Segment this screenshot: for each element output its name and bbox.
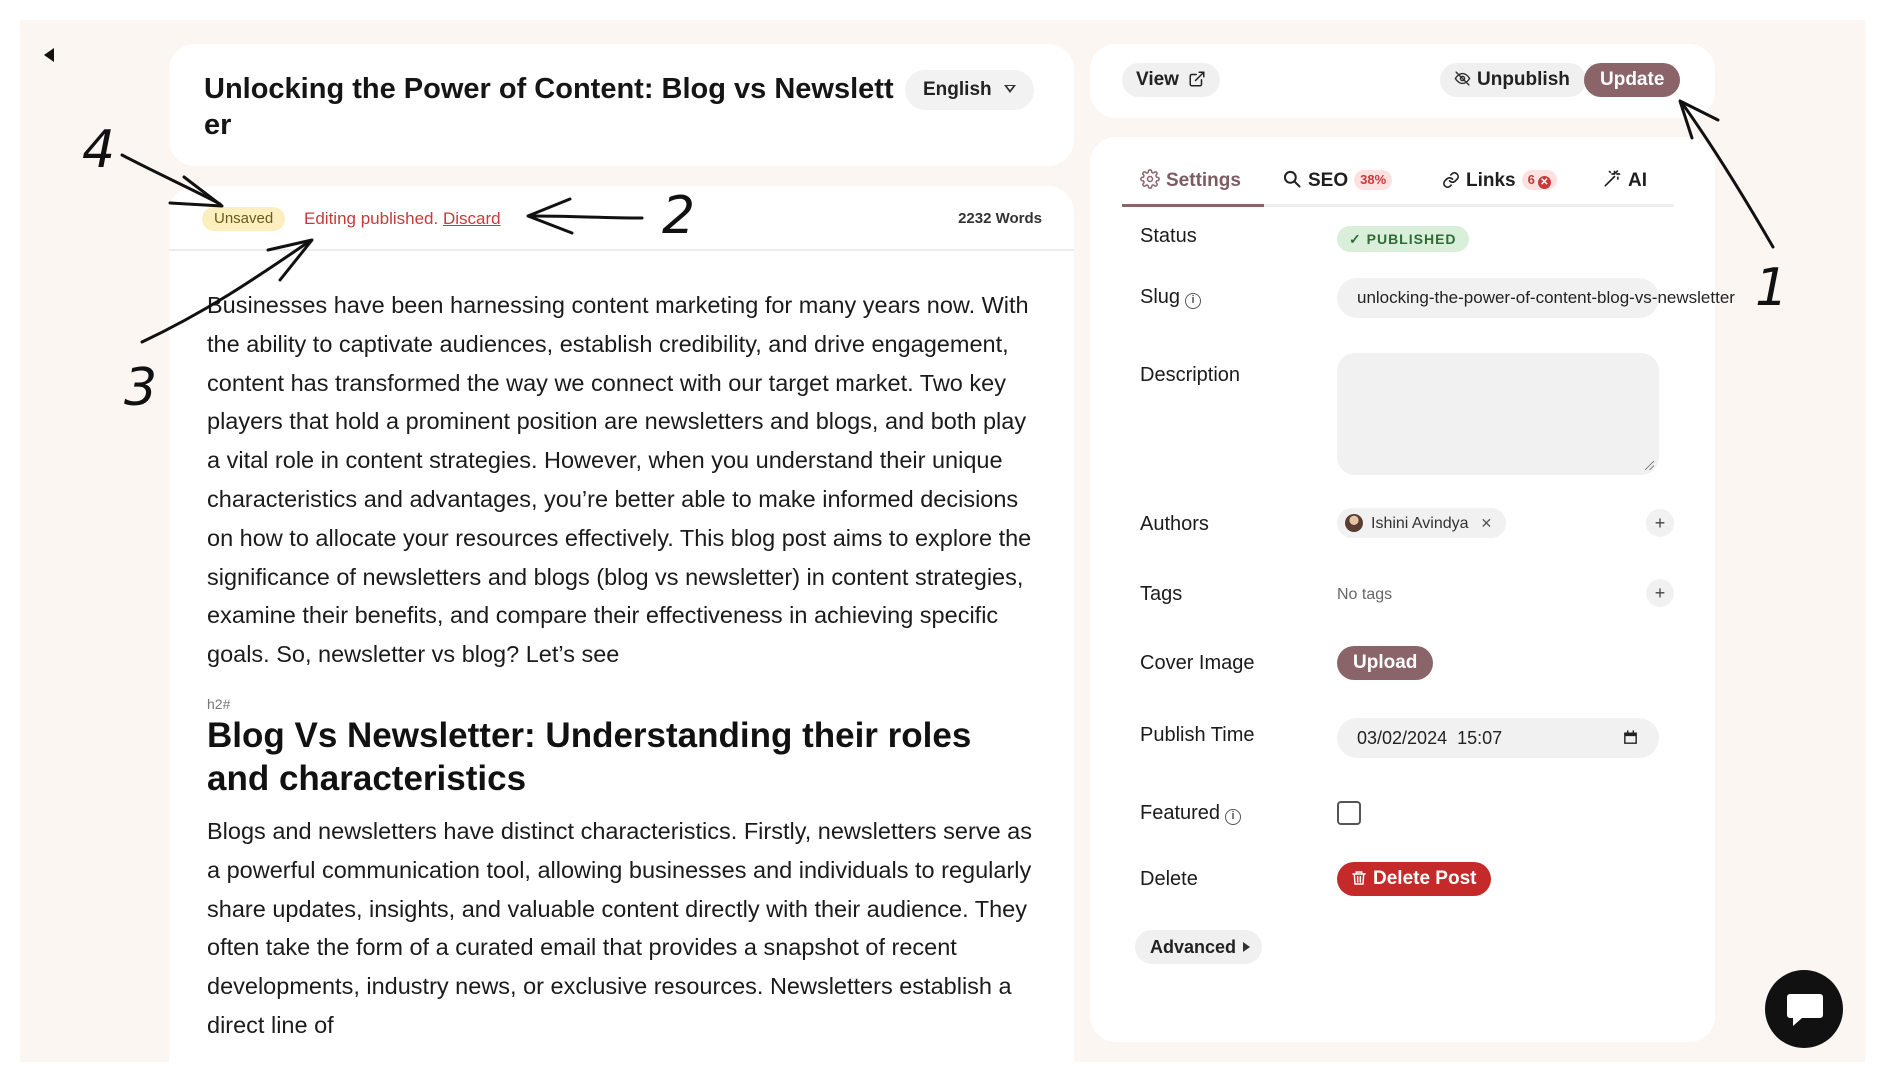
word-count: 2232 Words	[958, 210, 1042, 227]
status-value: PUBLISHED	[1366, 231, 1457, 247]
status-label: Status	[1140, 225, 1197, 247]
publish-time-value: 03/02/2024 15:07	[1357, 728, 1503, 748]
language-label: English	[923, 79, 992, 100]
slug-input[interactable]: unlocking-the-power-of-content-blog-vs-newsletter	[1337, 278, 1659, 318]
add-tag-button[interactable]: +	[1646, 579, 1674, 607]
paragraph[interactable]: Blogs and newsletters have distinct characteristics. Firstly, newsletters serve as a powerful communication tool, allowing businesses and individuals to regularly share updates, insights, and valuable content directly with their audience. They often take the form of a curated email that provides a snapshot of recent developments, industry news, or exclusive resources. Newsletters establish a direct line of	[207, 817, 1032, 1038]
seo-score-badge: 38%	[1354, 170, 1392, 190]
tags-label: Tags	[1140, 583, 1183, 605]
description-label: Description	[1140, 364, 1241, 386]
arrow-3	[142, 241, 310, 342]
unsaved-badge: Unsaved	[202, 207, 285, 231]
featured-label-text: Featured	[1140, 802, 1221, 824]
arrow-2	[532, 216, 642, 218]
publish-time-label: Publish Time	[1140, 724, 1255, 746]
arrow-4	[122, 155, 220, 204]
remove-author-icon[interactable]: ✕	[1480, 515, 1493, 531]
annotation-number: 1	[1755, 258, 1789, 318]
cover-image-label: Cover Image	[1140, 652, 1255, 674]
editing-text: Editing published.	[304, 209, 439, 228]
arrow-3-head	[268, 240, 312, 280]
authors-label: Authors	[1140, 513, 1209, 535]
links-count: 6	[1527, 172, 1535, 187]
annotation-number: 2	[662, 186, 696, 246]
info-icon[interactable]: i	[1185, 293, 1201, 309]
paragraph[interactable]: Businesses have been harnessing content marketing for many years now. With the ability to captivate audiences, establish credibility, and drive engagement, content has transformed the way we connect with our target market. Two key players that hold a prominent position are newsletters and blogs, and both play a vital role in content strategies. However, when you understand their unique characteristics and advantages, you’re better able to make informed decisions on how to allocate your resources effectively. This blog post aims to explore the significance of newsletters and blogs (blog vs newsletter) in content strategies, examine their benefits, and compare their effectiveness in achieving specific goals. So, newsletter vs blog? Let’s see	[207, 292, 1032, 668]
info-icon[interactable]: i	[1225, 809, 1241, 825]
unpublish-label: Unpublish	[1477, 69, 1570, 90]
published-badge: ✓ PUBLISHED	[1337, 226, 1469, 252]
tab-settings-label: Settings	[1166, 170, 1241, 191]
advanced-label: Advanced	[1150, 937, 1237, 957]
view-label: View	[1136, 69, 1179, 90]
heading-tag: h2#	[207, 695, 231, 712]
delete-label: Delete	[1140, 868, 1198, 890]
discard-link[interactable]: Discard	[442, 209, 501, 228]
post-title[interactable]: Unlocking the Power of Content: Blog vs Newsletter	[204, 73, 894, 141]
update-button[interactable]: Update	[1584, 63, 1680, 97]
delete-post-label: Delete Post	[1373, 868, 1477, 889]
section-heading[interactable]: Blog Vs Newsletter: Understanding their roles and characteristics	[207, 715, 972, 798]
arrow-1	[1682, 103, 1773, 247]
author-name: Ishini Avindya	[1371, 515, 1469, 532]
tags-value: No tags	[1337, 586, 1393, 603]
add-author-button[interactable]: +	[1646, 509, 1674, 537]
annotation-number: 3	[124, 358, 158, 418]
tab-links-label: Links	[1466, 170, 1516, 191]
tab-ai-label: AI	[1628, 170, 1647, 191]
error-icon: ✕	[1538, 176, 1551, 189]
upload-button[interactable]: Upload	[1337, 646, 1433, 680]
slug-label-text: Slug	[1140, 286, 1181, 308]
tab-seo-label: SEO	[1308, 170, 1349, 191]
annotation-number: 4	[82, 120, 116, 180]
